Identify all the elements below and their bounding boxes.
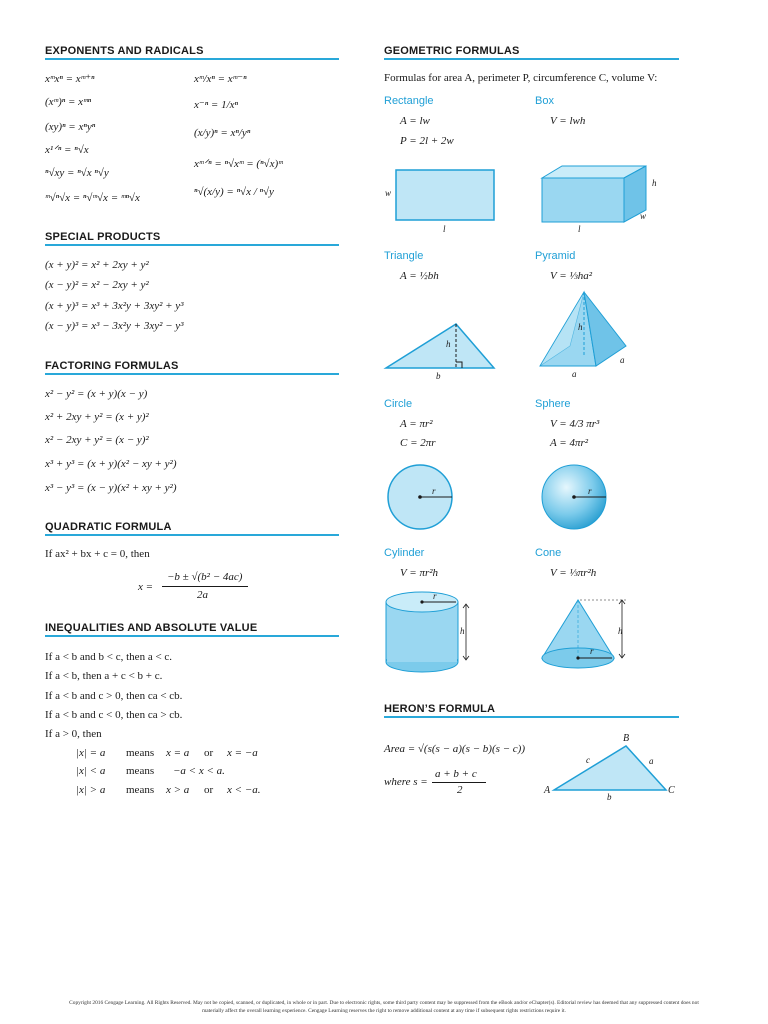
absolute-a-2: −a < x < a. — [173, 765, 225, 777]
absolute-or-1: or — [204, 747, 214, 759]
quadratic-intro: If ax² + bx + c = 0, then — [45, 548, 150, 560]
absolute-lhs-2: |x| < a — [76, 765, 106, 777]
formula-exp-right-1: xᵐ/xⁿ = xᵐ⁻ⁿ — [194, 73, 247, 85]
shape-name-box: Box — [535, 95, 554, 107]
inequality-5: If a > 0, then — [45, 728, 102, 740]
quadratic-lhs: x = — [138, 581, 154, 593]
formula-factoring-3: x² − 2xy + y² = (x − y)² — [45, 434, 149, 446]
formula-exp-left-5: ⁿ√xy = ⁿ√x ⁿ√y — [45, 167, 109, 179]
box-formula-volume: V = lwh — [550, 115, 586, 127]
triangle-label-h: h — [446, 339, 451, 349]
absolute-means-2: means — [126, 765, 155, 777]
section-rule — [45, 635, 339, 637]
cone-label-h: h — [618, 626, 623, 636]
absolute-lhs-3: |x| > a — [76, 784, 106, 796]
rectangle-label-w: w — [385, 188, 392, 198]
heron-vertex-c: C — [668, 785, 675, 796]
rectangle-figure — [394, 168, 498, 224]
heron-triangle-figure — [552, 744, 668, 792]
sphere-label-r: r — [588, 486, 592, 496]
inequality-3: If a < b and c > 0, then ca < cb. — [45, 690, 183, 702]
pyramid-label-a-right: a — [620, 355, 625, 365]
shape-name-rectangle: Rectangle — [384, 95, 434, 107]
pyramid-formula-volume: V = ⅓ha² — [550, 270, 592, 282]
formula-factoring-1: x² − y² = (x + y)(x − y) — [45, 388, 148, 400]
sphere-formula-area: A = 4πr² — [550, 437, 589, 449]
heron-area-formula: Area = √(s(s − a)(s − b)(s − c)) — [384, 743, 526, 755]
shape-name-pyramid: Pyramid — [535, 250, 576, 262]
heron-fraction-bar — [432, 782, 486, 783]
heron-side-a: a — [649, 756, 654, 766]
formula-special-4: (x − y)³ = x³ − 3x²y + 3xy² − y³ — [45, 320, 184, 332]
absolute-means-1: means — [126, 747, 155, 759]
box-label-h: h — [652, 178, 657, 188]
formula-exp-right-3: (x/y)ⁿ = xⁿ/yⁿ — [194, 127, 251, 139]
formula-factoring-4: x³ + y³ = (x + y)(x² − xy + y²) — [45, 458, 177, 470]
heron-side-b: b — [607, 792, 612, 802]
section-title-exponents: EXPONENTS AND RADICALS — [45, 45, 204, 57]
inequality-4: If a < b and c < 0, then ca > cb. — [45, 709, 183, 721]
heron-vertex-a: A — [544, 785, 551, 796]
heron-vertex-b: B — [623, 733, 630, 744]
absolute-b-3: x < −a. — [227, 784, 261, 796]
heron-s-denominator: 2 — [457, 784, 463, 796]
formula-exp-left-3: (xy)ⁿ = xⁿyⁿ — [45, 121, 96, 133]
formula-exp-right-2: x⁻ⁿ = 1/xⁿ — [194, 99, 238, 111]
section-title-heron: HERON’S FORMULA — [384, 703, 496, 715]
absolute-a-1: x = a — [166, 747, 190, 759]
absolute-b-1: x = −a — [227, 747, 258, 759]
pyramid-label-a-bottom: a — [572, 369, 577, 379]
absolute-a-3: x > a — [166, 784, 190, 796]
section-title-special: SPECIAL PRODUCTS — [45, 231, 161, 243]
absolute-means-3: means — [126, 784, 155, 796]
section-rule — [384, 58, 679, 60]
shape-name-triangle: Triangle — [384, 250, 424, 262]
cylinder-formula-volume: V = πr²h — [400, 567, 439, 579]
quadratic-denominator: 2a — [197, 589, 208, 601]
rectangle-label-l: l — [443, 224, 446, 234]
shape-name-circle: Circle — [384, 398, 413, 410]
triangle-formula-area: A = ½bh — [400, 270, 439, 282]
formula-factoring-5: x³ − y³ = (x − y)(x² + xy + y²) — [45, 482, 177, 494]
formula-exp-left-1: xᵐxⁿ = xᵐ⁺ⁿ — [45, 73, 95, 85]
section-title-factoring: FACTORING FORMULAS — [45, 360, 179, 372]
rectangle-formula-area: A = lw — [400, 115, 430, 127]
section-rule — [45, 58, 339, 60]
quadratic-numerator: −b ± √(b² − 4ac) — [167, 571, 243, 583]
absolute-or-3: or — [204, 784, 214, 796]
formula-exp-left-2: (xᵐ)ⁿ = xᵐⁿ — [45, 96, 92, 108]
shape-name-sphere: Sphere — [535, 398, 571, 410]
copyright-footer: Copyright 2016 Cengage Learning. All Rights Reserved. May not be copied, scanned, or duplicated, in whole or in part. Due to electronic rights, some third party content may be suppressed from the eBook and/or eChapter(s). Editorial review has deemed that any suppressed content does not materially affect the overall learning experience. Cengage Learning reserves the right to remove additional content at any time if subsequent rights restrictions require it. — [69, 1000, 699, 1014]
formula-exp-right-5: ⁿ√(x/y) = ⁿ√x / ⁿ√y — [194, 186, 274, 198]
cylinder-label-h: h — [460, 626, 465, 636]
formula-special-3: (x + y)³ = x³ + 3x²y + 3xy² + y³ — [45, 300, 184, 312]
box-label-l: l — [578, 224, 581, 234]
quadratic-fraction-bar — [162, 586, 248, 587]
section-title-geometric: GEOMETRIC FORMULAS — [384, 45, 520, 57]
box-label-w: w — [640, 211, 647, 221]
section-title-inequalities: INEQUALITIES AND ABSOLUTE VALUE — [45, 622, 258, 634]
triangle-label-b: b — [436, 371, 441, 381]
formula-factoring-2: x² + 2xy + y² = (x + y)² — [45, 411, 149, 423]
pyramid-label-h: h — [578, 322, 583, 332]
circle-label-r: r — [432, 486, 436, 496]
formula-special-2: (x − y)² = x² − 2xy + y² — [45, 279, 149, 291]
sphere-formula-volume: V = 4/3 πr³ — [550, 418, 600, 430]
formula-exp-right-4: xᵐᐟⁿ = ⁿ√xᵐ = (ⁿ√x)ᵐ — [194, 158, 283, 170]
section-rule — [45, 534, 339, 536]
sphere-figure — [540, 463, 608, 531]
geometric-intro: Formulas for area A, perimeter P, circumference C, volume V: — [384, 72, 658, 84]
cone-label-r: r — [590, 646, 594, 656]
section-title-quadratic: QUADRATIC FORMULA — [45, 521, 172, 533]
heron-side-c: c — [586, 755, 590, 765]
section-rule — [45, 373, 339, 375]
shape-name-cylinder: Cylinder — [384, 547, 425, 559]
absolute-lhs-1: |x| = a — [76, 747, 106, 759]
shape-name-cone: Cone — [535, 547, 562, 559]
formula-exp-left-6: ᵐ√ⁿ√x = ⁿ√ᵐ√x = ᵐⁿ√x — [45, 192, 140, 204]
section-rule — [45, 244, 339, 246]
heron-s-numerator: a + b + c — [435, 768, 477, 780]
section-rule — [384, 716, 679, 718]
triangle-figure — [384, 322, 496, 370]
formula-special-1: (x + y)² = x² + 2xy + y² — [45, 259, 149, 271]
heron-where: where s = — [384, 776, 428, 788]
cone-formula-volume: V = ⅓πr²h — [550, 567, 597, 579]
rectangle-formula-perimeter: P = 2l + 2w — [400, 135, 454, 147]
inequality-2: If a < b, then a + c < b + c. — [45, 670, 163, 682]
circle-figure — [386, 463, 454, 531]
inequality-1: If a < b and b < c, then a < c. — [45, 651, 173, 663]
circle-formula-area: A = πr² — [400, 418, 433, 430]
circle-formula-circumference: C = 2πr — [400, 437, 436, 449]
box-figure — [540, 164, 652, 224]
formula-exp-left-4: x¹ᐟⁿ = ⁿ√x — [45, 144, 89, 156]
cylinder-label-r: r — [433, 591, 437, 601]
